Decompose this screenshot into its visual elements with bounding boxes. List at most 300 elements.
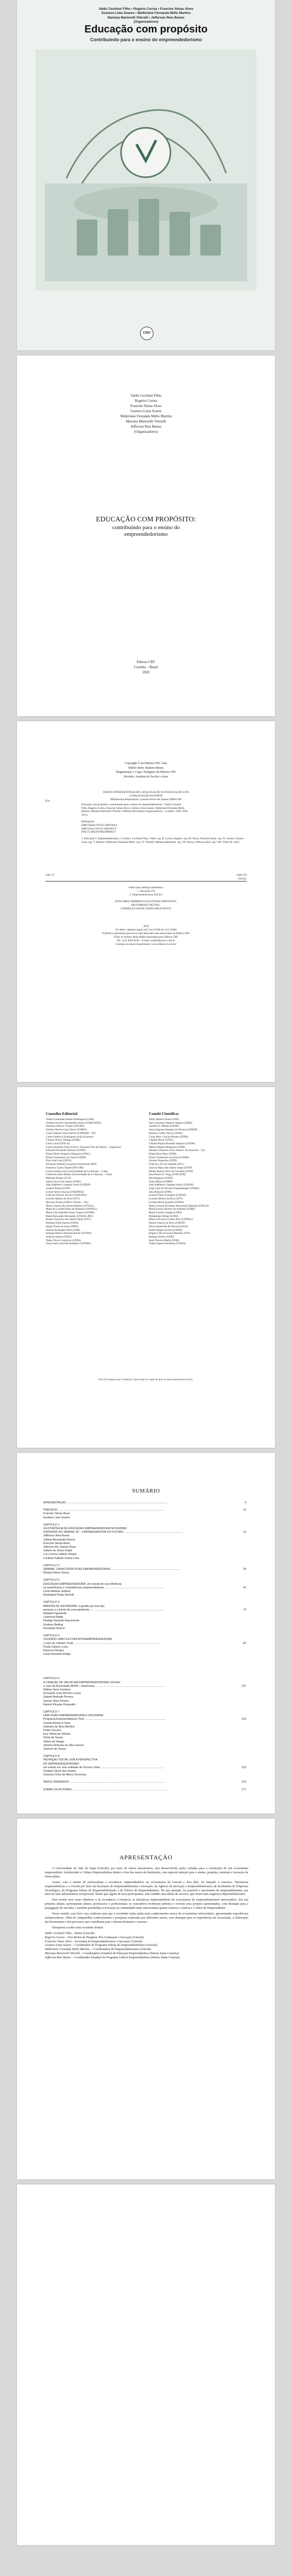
signature-name: Walkiriane Fernanda Mello Martins	[45, 1948, 90, 1952]
toc-entry[interactable]	[43, 1733, 246, 1736]
toc-entry[interactable]	[43, 1571, 246, 1575]
copyright-line: Diagramação e Capa: Designers da Editora CRV	[116, 771, 176, 774]
toc-entry[interactable]	[43, 1516, 246, 1520]
toc-page-number: 41	[243, 1586, 246, 1589]
toc-entry-label: SUPERIOR DO SEBRAE SC – EMPREENDEDOR DO FUTURO ............................................................................	[43, 1531, 183, 1534]
author-role: (Organizadores)	[134, 430, 158, 434]
board-member: Valéria Aparecida Bonin (UNISO)	[149, 1242, 186, 1246]
peer-review-note: Este livro passou por avaliação e aprovação às cegas de dois ou mais pareceristas ad hoc.	[98, 1378, 194, 1381]
cdu-code: CDU 37	[45, 874, 55, 877]
board-member: Elizeu Clementino de Souza (UNEB)	[149, 1156, 189, 1159]
cip-line: 1. Educação 2. Empreendedorismo 3. Gestão I. Cechinel Filho, Valdir. org. II. Correa, Rogerio. org. III. Alves, Francine Simas. org. IV. Soares, Gustavo Lima. org. V. Martins, Walkiriane Fernanda Mello. org. VI. Vitorelli, Mariana Martorelli. org. VII. Bueno, Jefferson Reis. org. VIII. Título IX. Série	[81, 837, 244, 844]
toc-entry[interactable]	[43, 1646, 246, 1649]
cover-author-line: (Organizadores)	[133, 20, 159, 24]
board-member: Fernando Antônio Gonçalves Alcoforado (IPB)	[46, 1163, 97, 1166]
toc-entry[interactable]	[43, 1590, 246, 1594]
cip-title-line: CATALOGAÇÃO NA FONTE	[129, 794, 163, 798]
toc-entry-label: Sônia de Souza	[43, 1736, 63, 1740]
board-member: Tania Suely Azevedo Brasileiro (UFOPA)	[46, 1242, 91, 1246]
board-member: Fauston Negreiros (UFPI)	[149, 1159, 177, 1163]
toc-entry[interactable]	[43, 1638, 246, 1641]
signature-role: – Coordenadora Estadual de Educação Empreendedora (Sebrae Santa Catarina)	[80, 1952, 179, 1956]
cip-line: Martins, Mariana Martorelli Vitorelli, Jefferson Reis Bueno (organizadores) – Curitiba : CRV, 2020.	[81, 810, 188, 814]
toc-entry-label: APRESENTAÇÃO ..................................................................................................................................	[43, 1501, 167, 1504]
toc-entry[interactable]	[43, 1722, 246, 1725]
author-name: Walkiriane Fernanda Mello Martins	[120, 414, 172, 418]
copyright-header	[17, 761, 275, 779]
board-member: Maria Eurácia Barreto de Andrade (UFRB)	[149, 1208, 195, 1211]
cover-authors	[17, 7, 275, 25]
contact-line: Todos os direitos desta edição reservados pela: Editora CRV	[113, 936, 179, 939]
board-member: Mônica Piccione Gomes Rios (UNIFAL)	[149, 1218, 193, 1222]
editorial-council-list	[46, 1118, 146, 1246]
notice-line: CONHEÇA E BAIXE NOSSO APLICATIVO!	[121, 907, 171, 910]
board-member: Regina Célia de Souza Marinho (UFF)	[149, 1232, 191, 1235]
author-name: Francine Simas Alves	[130, 404, 162, 408]
board-member: Solange Helena Ximenes-Rocha (UFOPA)	[46, 1232, 92, 1235]
board-member: Diosnel Centurion (Univ Americ. de Asunción – Py)	[149, 1149, 205, 1153]
toc-entry[interactable]	[43, 1729, 246, 1733]
toc-entry[interactable]	[43, 1546, 246, 1549]
board-member: Anna Augusta Sampaio de Oliveira (UNESP)	[149, 1128, 198, 1132]
signature-name: Rogerio Correa	[45, 1936, 64, 1939]
editorial-council-heading: Conselho Editorial:	[46, 1111, 78, 1116]
board-member: Jaime Biella (UNIRP)	[149, 1180, 173, 1183]
title-page	[17, 355, 275, 716]
toc-entry-label: Fernando Jose Hinrichs Lessa	[43, 1692, 81, 1696]
board-member: Josania Portela (UFPI)	[46, 1187, 71, 1191]
digital-notice	[17, 900, 275, 911]
toc-entry[interactable]	[43, 1534, 246, 1538]
title-page-publisher	[17, 659, 275, 675]
board-member: Maria Cristina Piumbato Innocentini Hayashi (UFSCar)	[149, 1204, 209, 1208]
presentation-body	[45, 1867, 248, 1960]
toc-page-number: 133	[242, 1766, 246, 1769]
cover-author-line: Mariana Martorelli Vitorelli • Jefferson Reis Bueno	[107, 15, 185, 20]
book-cover	[17, 0, 275, 350]
board-member: Cláudia Regina Brandão Sampaio (UFAM)	[149, 1142, 195, 1145]
board-member: Leonora Pinto Cerqueira (UNESP)	[149, 1194, 186, 1197]
toc-entry-label: EDUCAÇÃO EMPREENDEDORA: um estudo de sua influência	[43, 1582, 122, 1586]
presentation-paragraph: A Universidade do Vale do Itajaí (Univali), por meio de vários mecanismos, tem desenvolvido ações voltadas para a construção de um ecossistema empreendedor, fortalecendo a Cultura Empreendedora dentro e fora dos muros da Instituição, com especial atenção para o ensino, pesquisa, extensão e inovação de forma plena.	[45, 1867, 248, 1878]
signature-name: Valdir Cechinel Filho	[45, 1931, 72, 1935]
cover-subtitle: Contribuindo para o ensino do empreendedorismo	[90, 37, 202, 42]
signature-name: Francine Simas Alves	[45, 1940, 72, 1943]
author-name: Jefferson Reis Bueno	[130, 425, 162, 429]
index-line: Índice para catálogo sistemático	[129, 886, 163, 889]
toc-spacer	[43, 1505, 246, 1509]
cip-title-line: Bibliotecária Responsável: Luzenira Alves dos Santos CRB9/1506	[110, 798, 182, 801]
board-member: Celso Conti (UFSCar)	[46, 1142, 70, 1145]
board-member: Inês Bragança (UERJ)	[149, 1176, 173, 1180]
toc-spacer	[43, 1785, 246, 1788]
toc-entry-label: Rodrigo Gerardo Nascimento	[43, 1619, 80, 1623]
toc-entry[interactable]	[43, 1681, 246, 1685]
toc-entry-label: Camila Bereta E Silva	[43, 1721, 71, 1725]
toc-entry[interactable]	[43, 1512, 246, 1516]
toc-entry[interactable]	[43, 1549, 246, 1553]
toc-entry[interactable]	[43, 1755, 246, 1758]
signature-line	[45, 1936, 248, 1940]
editorial-board-page	[17, 1087, 275, 1448]
toc-spacer	[43, 1631, 246, 1634]
signature-role: – Vice-Reitor de Pesquisa, Pós-Graduação e Inovação (Univali)	[64, 1936, 144, 1939]
toc-entry-label: Gustavo Lima Soares	[43, 1516, 70, 1519]
toc-spacer	[43, 1751, 246, 1755]
toc-entry[interactable]	[43, 1586, 246, 1590]
toc-entry-label: na autoeficácia e competências empreendedoras ..............................................................................	[43, 1586, 165, 1589]
table-of-contents-page	[17, 1453, 275, 1814]
board-member: Renato Francisco dos Santos Paula (UFG)	[46, 1218, 91, 1222]
board-member: Paulo Romualdo Hernandes (UNIFAL-MG)	[46, 1214, 93, 1218]
title-page-title: EDUCAÇÃO COM PROPÓSITO:	[96, 515, 196, 523]
toc-entry-label: CAPÍTULO 1	[43, 1523, 60, 1527]
board-member: Carlos Alberto Vilar Estêvão (UMINHO – PT)	[46, 1131, 96, 1135]
toc-entry-label: Juliana Alessandra Bossa	[43, 1538, 75, 1541]
cip-line: E24	[45, 800, 50, 803]
board-member: Júlia Bianchi (UFPE)	[149, 1190, 172, 1194]
signature-role: – Coordenador do Programa Sebrae de Empreendedorismo (Univali)	[71, 1944, 158, 1947]
toc-entry-label: Gabriel Andrade Pereira	[43, 1696, 73, 1699]
copyright-line: Copyright © da Editora CRV Ltda.	[124, 762, 168, 765]
toc-entry-label: Nathan Sens Cardoso	[43, 1688, 71, 1691]
board-member: Cesar Gerónimo Tello (Univer .Nacional Três de Febrero – Argentina)	[46, 1145, 121, 1149]
board-member: Carlos Federico Dominguez Avila (Unieuro)	[46, 1135, 94, 1139]
toc-entry[interactable]	[43, 1653, 246, 1656]
toc-entry-label: MANTER-SE INOVADORA: a gestão por trás das	[43, 1604, 105, 1608]
board-member: Guillermo Arias Beatón (Universidade de La Havana – Cuba)	[46, 1173, 112, 1177]
contact-line: Tel.: (41) 3029-6416 – E-mail: sac@editoracrv.com.br	[117, 939, 175, 942]
toc-entry-label: Eva Vitória de Silveira	[43, 1733, 71, 1736]
toc-entry-label: A CRIAÇÃO DE VALOR EM EMPREENDEDORISMO SOCIAL:	[43, 1681, 122, 1684]
toc-entry[interactable]	[43, 1770, 246, 1773]
board-member: Joao Adalberto Campato Junior (UNESP)	[149, 1183, 194, 1187]
toc-entry[interactable]	[43, 1700, 246, 1703]
toc-entry-label: Pedro Ferreira	[43, 1728, 61, 1732]
toc-entry-label: CAPÍTULO 6	[43, 1677, 60, 1681]
board-member: Rodrigo Kleber (UFRJ)	[149, 1235, 175, 1239]
board-member: Gláucia Maria dos Santos Jorge (UFOP)	[149, 1166, 192, 1170]
presentation-paragraph: Nesse sentido, este livro visa colaborar para que a sociedade tenha ainda mais conhecimento acerca do ecossistema universitário, apresentando experiências enriquecedoras. Além de compartilhar conhecimentos e pesquisas realizadas por diferentes atores, com destaque para as experiências da Associação, a elaboração das ferramentas e dos processos que contribuem para o desenvolvimento e sucesso.	[45, 1912, 248, 1924]
toc-entry[interactable]	[43, 1605, 246, 1608]
cdu-line	[45, 874, 247, 880]
board-member: Cindy Mery Gavioli-Prestes (UFPB)	[149, 1135, 188, 1139]
board-member: Ana Chrystina Venancio Mignot (UERJ)	[149, 1121, 193, 1125]
toc-entry[interactable]	[43, 1718, 246, 1721]
toc-entry[interactable]	[43, 1608, 246, 1612]
toc-entry[interactable]	[43, 1612, 246, 1616]
cdd-code-line: CDD 370	[236, 874, 247, 877]
board-member: Barbara Coelho Neves (UFBA)	[149, 1131, 183, 1135]
board-member: Carmen Tereza Velanga (UNIR)	[46, 1139, 80, 1142]
toc-page-number: 107	[242, 1684, 246, 1688]
toc-entry[interactable]	[43, 1568, 246, 1571]
signature-line	[45, 1956, 248, 1960]
toc-entry[interactable]	[43, 1523, 246, 1527]
cip-line: 162 p.	[81, 814, 88, 817]
board-member: Tadeu Oliver Gonçalves (UFPA)	[46, 1239, 81, 1242]
board-member: Neusa Aparecida de Oliveira (UFSJ)	[149, 1225, 188, 1228]
toc-entry-label: CAPÍTULO 7	[43, 1710, 60, 1714]
toc-list	[43, 1501, 246, 1792]
notice-line: EM FORMATO DIGITAL.	[131, 904, 161, 907]
publisher-contact	[17, 925, 275, 946]
cip-title-line: DADOS INTERNACIONAIS DE CATALOGAÇÃO NA PUBLICAÇÃO (CIP)	[103, 791, 189, 794]
toc-entry[interactable]	[43, 1744, 246, 1748]
toc-entry-label: Lucilene Fabíola Selma Lima	[43, 1556, 79, 1560]
toc-entry-label: o caso da Associação APDA – Esperança ..........................................................................................	[43, 1684, 165, 1688]
toc-entry-label: Cristiani Sturm dos Santos	[43, 1769, 76, 1773]
toc-page-number: 87	[243, 1641, 246, 1645]
cip-line: DOI 10.24824/978655868063.9	[81, 831, 116, 834]
toc-entry[interactable]	[43, 1692, 246, 1696]
toc-page-number: 9	[245, 1501, 246, 1504]
toc-spacer	[43, 1561, 246, 1564]
board-member: Cláudia Neves (UFSC)	[149, 1139, 174, 1142]
toc-entry[interactable]	[43, 1538, 246, 1542]
toc-entry[interactable]	[43, 1736, 246, 1740]
toc-spacer	[43, 1597, 246, 1601]
toc-entry-label: Vitória de Vargas	[43, 1740, 64, 1743]
toc-entry[interactable]	[43, 1714, 246, 1718]
toc-page-number: 175	[242, 1781, 246, 1784]
toc-page-number: 13	[243, 1531, 246, 1534]
cdd-code-line: 658.421	[238, 877, 247, 880]
toc-entry-label: Rafaela Figueiredo	[43, 1612, 67, 1616]
toc-entry-label: Gabriela da Silva Benfica	[43, 1725, 75, 1728]
board-member: Francisco Carlos Duarte (PUC-PR)	[46, 1166, 84, 1170]
toc-entry-label: Laurencio Matte	[43, 1616, 63, 1619]
toc-entry[interactable]	[43, 1623, 246, 1627]
signature-role: – Reitor (Univali)	[72, 1931, 95, 1935]
toc-entry[interactable]	[43, 1781, 246, 1784]
toc-entry[interactable]	[43, 1748, 246, 1751]
board-member: Maria de Lourdes Pinto de Almeida (UNOESC)	[46, 1208, 97, 1211]
toc-entry-label: Paula Caliane Luzin	[43, 1645, 68, 1649]
publisher-year: 2020	[142, 670, 150, 674]
signature-name: Gustavo Lima Soares	[45, 1944, 72, 1947]
signature-line	[45, 1932, 248, 1936]
toc-entry[interactable]	[43, 1710, 246, 1714]
board-member: Altair Alberto Fávero (UPF)	[149, 1118, 179, 1121]
board-member: Elizeu Clementino de Souza (UNEB)	[46, 1156, 86, 1159]
board-member: Leonel Severo Rocha (UNISINOS)	[46, 1190, 84, 1194]
board-member: Débora Regina Mosqueta (UNIR)	[149, 1145, 185, 1149]
board-member: Rodrigo Pratte-Santos (UFES)	[46, 1222, 79, 1225]
toc-entry[interactable]	[43, 1509, 246, 1512]
toc-entry[interactable]	[43, 1557, 246, 1561]
toc-entry-label: A ESTRATÉGIA DE EDUCAÇÃO EMPREENDEDORA NO ENSINO	[43, 1527, 127, 1531]
subtitle-line: empreendedorismo	[124, 531, 168, 537]
toc-entry-label: CAPÍTULO 4	[43, 1601, 60, 1604]
toc-entry[interactable]	[43, 1501, 246, 1505]
blank-page	[17, 2184, 275, 2545]
cover-title: Educação com propósito	[84, 24, 208, 35]
toc-entry[interactable]	[43, 1725, 246, 1729]
board-member: Andréia N. Militão (UEMS)	[149, 1125, 179, 1128]
board-member: Eliane Rose Maio (UEM)	[149, 1153, 177, 1156]
toc-spacer	[43, 1656, 246, 1677]
cip-line: ISBN Digital 978-65-5868-064-6	[81, 823, 117, 827]
index-line: 1. Educação 370	[137, 890, 155, 893]
board-member: Antônio Pereira Gaio Júnior (UFRRJ)	[46, 1128, 87, 1132]
toc-entry-label: SEBRAE: CARACTERÍSTICAS EMPREENDEDORAS .........................................................................................	[43, 1568, 180, 1571]
signature-role: – Coordenadora de Empreendedorismo (Univali)	[90, 1948, 151, 1952]
contact-line: Foi feito o depósito legal conf. Lei 10.994 de 14/12/2004	[115, 928, 177, 931]
board-member: Lourdes Helena da Silva (UFV)	[46, 1197, 80, 1201]
author-name: Rogerio Correa	[134, 399, 158, 403]
toc-entry-label: Francine Simas Alves	[43, 1541, 70, 1545]
author-name: Gustavo Lima Soares	[130, 409, 162, 413]
board-member: Gloria Fariñas León (Universidade de La Havana – Cuba)	[46, 1170, 108, 1173]
author-name: Mariana Martorelli Vitorelli	[126, 419, 166, 423]
author-name: Valdir Cechinel Filho	[130, 394, 162, 398]
toc-entry[interactable]	[43, 1758, 246, 1762]
signature-name: Jefferson Reis Bueno	[45, 1956, 71, 1960]
toc-entry-label: o caso do Câmbio Téxtil .................................................................................................................	[43, 1641, 161, 1645]
cip-line: ISBN Físico 978-65-5868-063-9	[81, 827, 116, 831]
signature-role: – Coordenador Estadual do Programa Líderes Empreendedores (Sebrae Santa Catarina)	[71, 1956, 180, 1960]
cip-record	[45, 800, 247, 882]
toc-entry-label: CAPÍTULO 8	[43, 1755, 60, 1758]
toc-spacer	[43, 1707, 246, 1710]
scientific-committee-heading: Comitê Científico:	[149, 1111, 179, 1116]
scientific-committee-list	[149, 1118, 249, 1246]
board-member: Marcelo Paixão (UFRJ e UTexas – US)	[46, 1200, 89, 1204]
presentation-page	[17, 1819, 275, 2179]
toc-entry-label: DO EMPREENDEDORISMO:	[43, 1762, 80, 1766]
toc-entry-label: Carla Giovanini Antigo	[43, 1653, 71, 1656]
board-member: João Adalberto Campato Junior (UNESP)	[46, 1183, 91, 1187]
toc-entry[interactable]	[43, 1762, 246, 1766]
toc-title: SUMÁRIO	[132, 1488, 160, 1494]
toc-entry[interactable]	[43, 1619, 246, 1623]
toc-entry-label: INOVAÇÃO SOCIAL SOB A PERSPECTIVA	[43, 1758, 98, 1762]
toc-entry-label: Sanmir Silva Pereira	[43, 1699, 69, 1703]
presentation-paragraph: Assim, com o intuito de potencializar e reconhecer empreendedores no ecossistema da Univali e fora dele, foi lançado o concurso "Iniciativas empreendedoras e a Univali por meio da Secretaria de Empreendedorismo e Inovação, da Agência de Inovação e Empreendedorismo, da Incubadora de Empresas Tecnológica, do Programa Sebrae de Empreendedorismo e do Núcleo de Empreendedores. No ano passado, foi possível o nascimento de empreendimentos, por meio de uma infraestrutura excepcional. Sendo que alguns de seus participantes, tem vendido suas ideias de sucesso, que viram mais negócios empreendedorismo.	[45, 1880, 248, 1896]
toc-entry[interactable]	[43, 1601, 246, 1604]
toc-entry[interactable]	[43, 1677, 246, 1681]
toc-entry[interactable]	[43, 1649, 246, 1653]
toc-entry[interactable]	[43, 1616, 246, 1619]
contact-line: Proibida a reprodução parcial ou total desta obra sem autorização da Editora CRV	[102, 932, 190, 935]
toc-entry[interactable]	[43, 1531, 246, 1534]
toc-entry-label: ÍNDICE REMISSIVO ............................................................................................................................	[43, 1781, 165, 1784]
board-member: Francisco Ari de Andrade (UFC)	[149, 1163, 184, 1166]
toc-entry[interactable]	[43, 1788, 246, 1792]
toc-entry[interactable]	[43, 1594, 246, 1597]
toc-entry-label: um estudo em uma entidade de Terceiro Setor .................................................................................	[43, 1766, 164, 1769]
board-member: Lourdes Helena da Silva (UFV)	[149, 1197, 183, 1201]
board-member: Ilma Passos A. Veiga (UNICEUB)	[149, 1173, 186, 1177]
board-member: Jailson Alves dos Santos (UFRJ)	[46, 1180, 81, 1183]
toc-entry-label: CAPÍTULO 2	[43, 1564, 60, 1567]
toc-page-number: 123	[242, 1718, 246, 1721]
toc-spacer	[43, 1777, 246, 1781]
toc-entry-label: CAPÍTULO 5	[43, 1634, 60, 1638]
toc-entry-label: Emerson Borges	[43, 1649, 64, 1652]
toc-entry[interactable]	[43, 1696, 246, 1699]
board-member: Maria Lourdes Aragão (UFRJ)	[149, 1211, 182, 1214]
toc-entry-label: Carla Adriane Galiano	[43, 1590, 71, 1594]
signature-name: Mariana Martorelli Vitorelli	[45, 1952, 80, 1956]
board-member: Sueli Teixeira Mello (UEM)	[149, 1239, 179, 1242]
board-member: Eduardo Fernandes Barbosa (UFMG)	[46, 1149, 87, 1153]
cover-author-line: Valdir Cechinel Filho • Rogerio Correa • Francine Simas Alves	[98, 7, 194, 11]
board-member: Andréia da Silva Quintanilha Sousa (UNIR/UFRN)	[46, 1121, 101, 1125]
cip-line: Filho, Rogerio Correa, Francine Simas Alves, Gustavo Lima Soares, Walkiriane Fernanda Mello	[81, 806, 185, 810]
board-member: Helder Buenos Aires de Carvalho (UFPI)	[149, 1170, 193, 1173]
toc-entry[interactable]	[43, 1564, 246, 1568]
toc-entry[interactable]	[43, 1703, 246, 1707]
board-member: Maria Lília Imbiriba Sousa Colares (UFOPA)	[46, 1211, 95, 1214]
board-member: Elione Maria Nogueira Diogenes (UFAL)	[46, 1153, 91, 1156]
toc-entry[interactable]	[43, 1773, 246, 1777]
toc-entry-label: Cleomar Chico de Abreu Ouverney	[43, 1773, 87, 1777]
catalog-index	[17, 886, 275, 897]
toc-entry[interactable]	[43, 1740, 246, 1744]
toc-page-number: 177	[242, 1788, 246, 1791]
toc-entry-label: Ramiro Ricardo Rosasallo	[43, 1703, 76, 1706]
contact-line: Conheça os nossos lançamentos: www.editoracrv.com.br	[115, 943, 177, 946]
toc-entry-label: Francine Simas Alves	[43, 1512, 70, 1516]
presentation-paragraph: Desejamos a todos uma excelente leitura!	[52, 1926, 104, 1929]
toc-entry-label: Elisângela Paula Hochuli	[43, 1594, 74, 1597]
signature-role: – Secretária de Empreendedorismo e Inovação (Univali)	[72, 1940, 142, 1943]
board-member: Sérgio Nunes de Jesus (IFRO)	[46, 1225, 79, 1228]
board-member: Anselmo Alencar Colares (UFOPA)	[46, 1125, 84, 1128]
contact-line: 2020	[143, 925, 149, 928]
board-member: Élsio José Corá (UFFS)	[46, 1159, 72, 1163]
toc-entry[interactable]	[43, 1642, 246, 1646]
toc-page-number: 73	[243, 1608, 246, 1612]
toc-entry[interactable]	[43, 1527, 246, 1531]
toc-entry-label: Jefferson Reis Bueno	[43, 1534, 70, 1538]
toc-entry-label: Juliane do Jesus Grigol	[43, 1549, 73, 1553]
subtitle-line: contribuindo para o ensino do	[112, 524, 180, 531]
cover-illustration	[36, 49, 256, 291]
index-line: 2. Empreendedorismo 658.421	[129, 893, 163, 896]
title-page-authors	[17, 393, 275, 434]
toc-entry[interactable]	[43, 1579, 246, 1582]
toc-entry[interactable]	[43, 1583, 246, 1586]
toc-entry-label: CAPÍTULO 3	[43, 1579, 60, 1582]
toc-entry[interactable]	[43, 1685, 246, 1688]
toc-entry-label: PREFÁCIO .........................................................................................................................................	[43, 1509, 164, 1512]
toc-entry-label: pessoas e a frente de uma pandemia ...............................................................................................	[43, 1608, 163, 1612]
toc-entry-label: SOBRE OS AUTORES ............................................................................................................................	[43, 1788, 168, 1791]
toc-entry-label: Luz Lorena Ladeira Vargas	[43, 1553, 77, 1556]
toc-entry[interactable]	[43, 1634, 246, 1638]
toc-entry-label: Programa Empreendedores Teen .........................................................................................................	[43, 1718, 166, 1721]
copyright-page	[17, 721, 275, 1082]
publisher-place: Curitiba – Brasil	[134, 665, 158, 669]
cdd-code	[236, 874, 247, 881]
board-member: Luciana Maria Quintão (UFMA)	[149, 1200, 184, 1204]
toc-entry-label: UMA VISÃO EMPREENDEDORA E SOLIDÁRIA:	[43, 1714, 104, 1718]
toc-entry[interactable]	[43, 1627, 246, 1631]
publisher-name: Editora CRV	[136, 660, 156, 664]
toc-entry[interactable]	[43, 1542, 246, 1546]
toc-entry[interactable]	[43, 1553, 246, 1556]
toc-entry-label: Jackson de Souza	[43, 1747, 66, 1751]
publisher-logo: CRV	[140, 327, 153, 340]
board-member: Sydione Santos (UEPG)	[46, 1235, 72, 1239]
toc-entry-label: Elisiane Alves Sousa	[43, 1571, 70, 1575]
toc-entry[interactable]	[43, 1688, 246, 1692]
copyright-line: Revisão: Analista de Escrita e Artes	[124, 775, 168, 778]
toc-entry[interactable]	[43, 1766, 246, 1770]
